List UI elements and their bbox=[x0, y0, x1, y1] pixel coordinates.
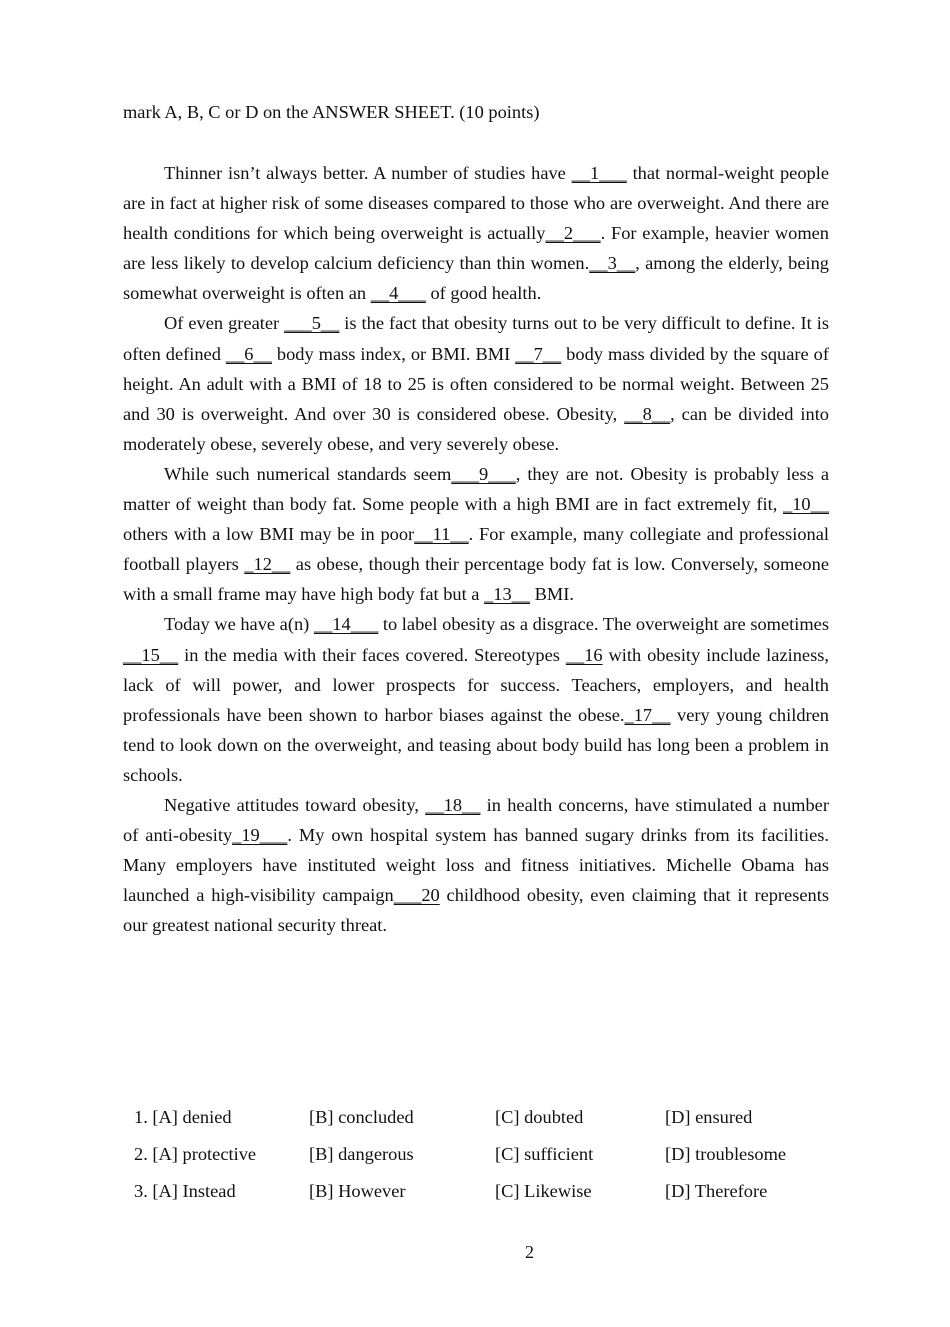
page-number: 2 bbox=[525, 1242, 534, 1262]
passage-text: . For example, many collegiate and professional football players bbox=[123, 524, 829, 575]
passage-text: as obese, though their percentage body fat is low. Conversely, someone with a small frame may have high body fat but a bbox=[123, 554, 829, 605]
answer-blank: __6__ bbox=[225, 343, 272, 364]
answer-blank: __3__ bbox=[589, 253, 636, 274]
option-a-text: [A] protective bbox=[152, 1144, 257, 1164]
option-d: [D] troublesome bbox=[665, 1144, 787, 1164]
passage-text: , can be divided into moderately obese, severely obese, and very severely obese. bbox=[123, 403, 829, 454]
passage-text: in health concerns, have stimulated a number of anti-obesity bbox=[123, 794, 829, 846]
passage-paragraph bbox=[123, 790, 829, 940]
passage-text: BMI. bbox=[530, 584, 575, 605]
answer-blank: __8__ bbox=[624, 403, 671, 424]
passage-paragraph bbox=[123, 459, 829, 609]
option-b: [B] However bbox=[309, 1181, 406, 1201]
passage-text: very young children tend to look down on the overweight, and teasing about body build has long been a problem in schools. bbox=[123, 704, 830, 785]
option-b: [B] concluded bbox=[309, 1107, 414, 1127]
passage-text: While such numerical standards seem bbox=[164, 463, 452, 484]
passage-text: . My own hospital system has banned sugary drinks from its facilities. Many employers have instituted weight loss and fitness initiatives. Michelle Obama has launched a high-visibility campaign bbox=[123, 825, 829, 906]
answer-blank: __14___ bbox=[313, 614, 379, 635]
passage-text: of good health. bbox=[425, 283, 542, 304]
question-number: 2. bbox=[134, 1144, 148, 1164]
option-a bbox=[134, 1139, 256, 1169]
passage-text: body mass index, or BMI. BMI bbox=[271, 343, 516, 364]
option-row bbox=[134, 1139, 834, 1176]
option-d: [D] ensured bbox=[665, 1107, 753, 1127]
answer-blank: ___20 bbox=[393, 885, 440, 906]
option-c: [C] doubted bbox=[495, 1107, 584, 1127]
passage-text: , among the elderly, being somewhat overweight is often an bbox=[123, 253, 829, 304]
answer-blank: __2___ bbox=[545, 223, 601, 244]
option-d: [D] Therefore bbox=[665, 1181, 768, 1201]
passage-paragraph bbox=[123, 609, 829, 790]
answer-blank: _12__ bbox=[244, 554, 291, 575]
passage-text: Thinner isn’t always better. A number of studies have bbox=[164, 163, 572, 183]
option-a-text: [A] denied bbox=[152, 1107, 232, 1127]
option-row bbox=[134, 1176, 834, 1213]
answer-blank: __1___ bbox=[571, 163, 627, 183]
option-c: [C] Likewise bbox=[495, 1181, 592, 1201]
passage-text: with obesity include laziness, lack of will power, and lower prospects for success. Teachers, employers, and health professionals have been shown to harbor biases against the obese. bbox=[123, 644, 829, 725]
answer-blank: __4___ bbox=[370, 283, 426, 304]
passage-text: . For example, heavier women are less likely to develop calcium deficiency than thin women. bbox=[123, 223, 829, 274]
option-a bbox=[134, 1102, 232, 1132]
passage-text: Today we have a(n) bbox=[164, 614, 314, 635]
cloze-passage bbox=[123, 158, 829, 940]
answer-blank: __15__ bbox=[123, 644, 179, 665]
option-b: [B] dangerous bbox=[309, 1144, 414, 1164]
passage-text: body mass divided by the square of height. An adult with a BMI of 18 to 25 is often considered to be normal weight. Between 25 and 30 is overweight. And over 30 is considered obese. Obesity, bbox=[123, 343, 829, 424]
passage-text: Negative attitudes toward obesity, bbox=[164, 794, 426, 815]
answer-blank: _19___ bbox=[232, 825, 288, 846]
answer-blank: _10__ bbox=[783, 494, 829, 515]
question-number: 3. bbox=[134, 1181, 148, 1201]
answer-blank: ___9___ bbox=[451, 463, 516, 484]
passage-text: Of even greater bbox=[164, 313, 285, 334]
question-number: 1. bbox=[134, 1107, 148, 1127]
answer-blank: ___5__ bbox=[284, 313, 340, 334]
passage-paragraph bbox=[123, 308, 829, 458]
passage-text: in the media with their faces covered. Stereotypes bbox=[178, 644, 566, 665]
passage-text: others with a low BMI may be in poor bbox=[123, 524, 415, 545]
passage-text: to label obesity as a disgrace. The overweight are sometimes bbox=[378, 614, 829, 635]
passage-text: that normal-weight people are in fact at higher risk of some diseases compared to those who are overweight. And there are health conditions for which being overweight is actually bbox=[123, 163, 829, 244]
passage-text: is the fact that obesity turns out to be very difficult to define. It is often defined bbox=[123, 313, 829, 364]
option-a-text: [A] Instead bbox=[152, 1181, 236, 1201]
passage-text: childhood obesity, even claiming that it represents our greatest national security threat. bbox=[123, 885, 829, 936]
instruction-text: mark A, B, C or D on the ANSWER SHEET. (10 points) bbox=[123, 102, 540, 122]
answer-blank: _13__ bbox=[484, 584, 531, 605]
passage-text: , they are not. Obesity is probably less a matter of weight than body fat. Some people with a high BMI are in fact extremely fit, bbox=[123, 463, 830, 515]
answer-blank: __18__ bbox=[425, 794, 481, 815]
answer-options bbox=[134, 1102, 834, 1213]
passage-paragraph bbox=[123, 158, 829, 308]
option-a bbox=[134, 1176, 236, 1206]
answer-blank: _17__ bbox=[624, 704, 671, 725]
option-row bbox=[134, 1102, 834, 1139]
answer-blank: __16 bbox=[565, 644, 603, 665]
option-c: [C] sufficient bbox=[495, 1144, 594, 1164]
answer-blank: __7__ bbox=[515, 343, 562, 364]
answer-blank: __11__ bbox=[414, 524, 469, 545]
